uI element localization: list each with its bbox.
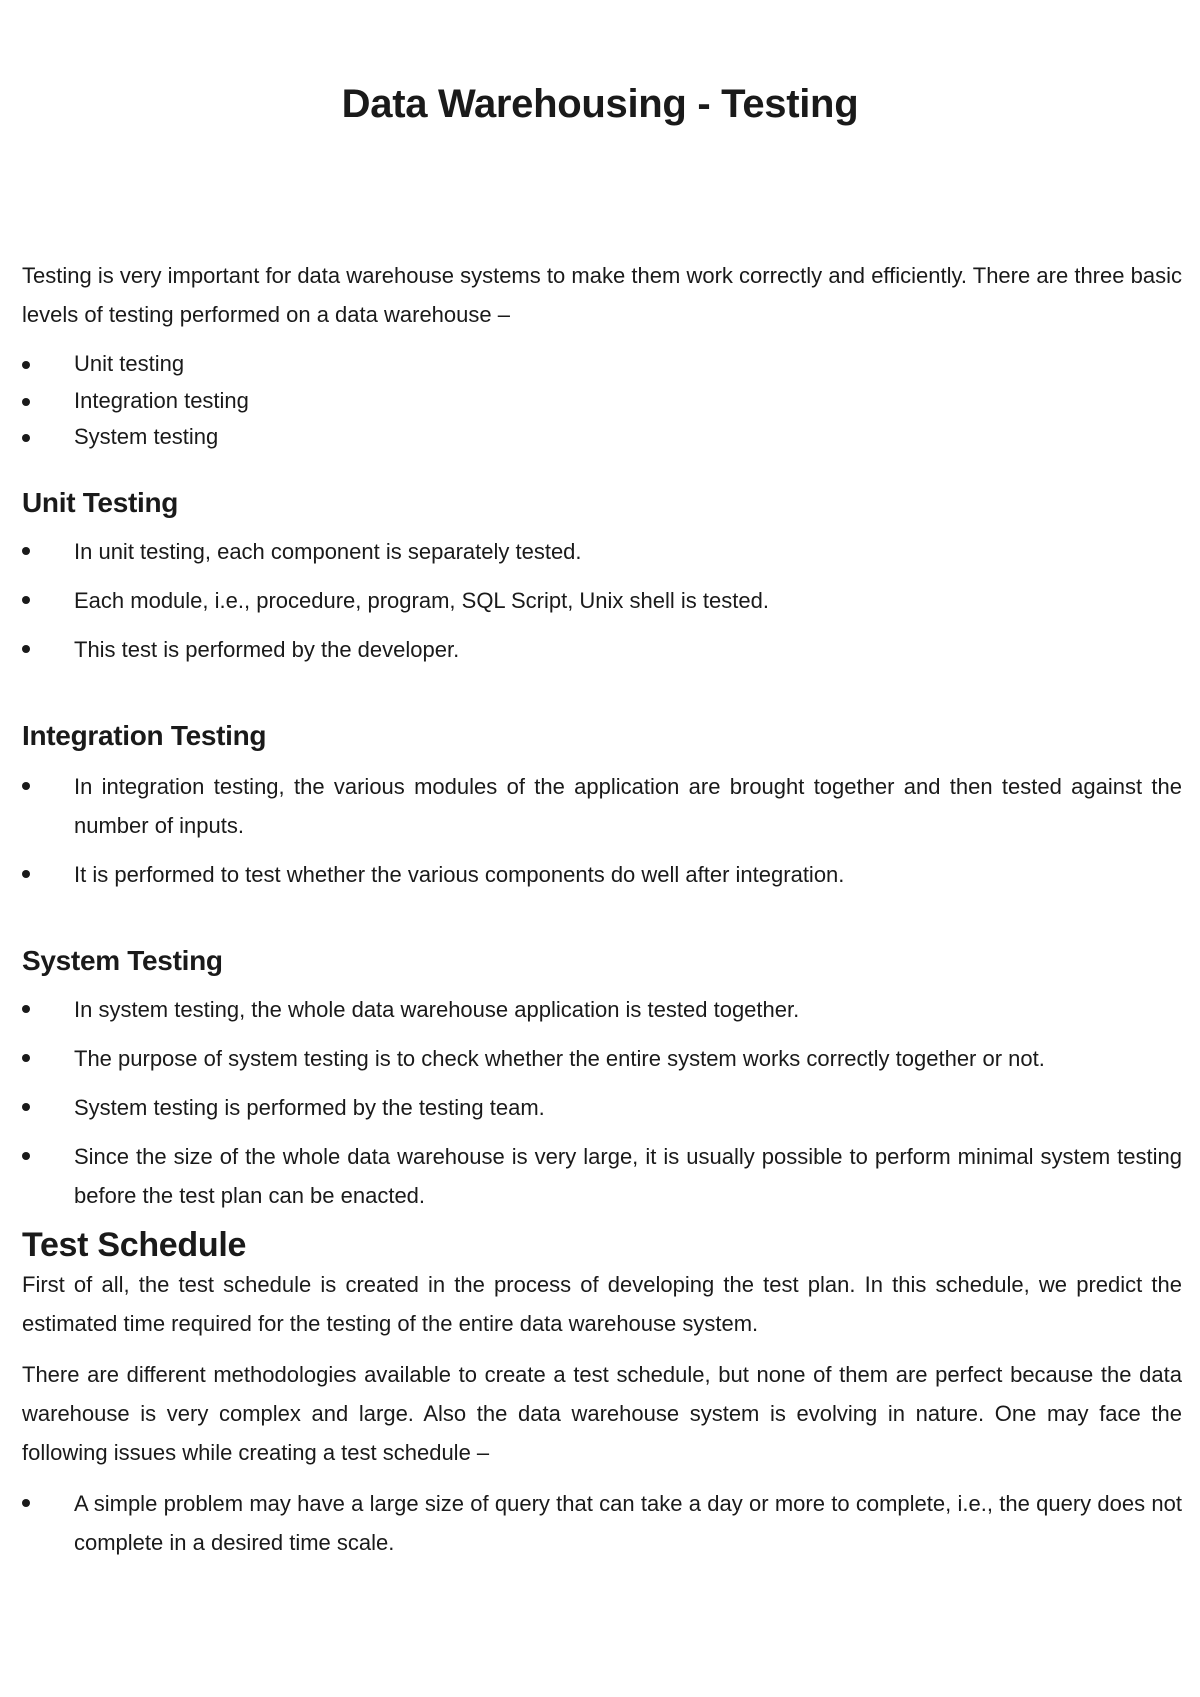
list-item: In unit testing, each component is separately tested. [22,532,1182,571]
list-item: Since the size of the whole data warehouse is very large, it is usually possible to perform minimal system testing before the test plan can be enacted. [22,1137,1182,1215]
bullet-icon [22,361,30,369]
list-item: This test is performed by the developer. [22,630,1182,669]
test-schedule-paragraph-1: First of all, the test schedule is created in the process of developing the test plan. In this schedule, we predict the estimated time required for the testing of the entire data warehouse system. [22,1271,1182,1336]
list-item: A simple problem may have a large size of query that can take a day or more to complete, i.e., the query does not complete in a desired time scale. [22,1484,1182,1562]
system-testing-list [22,990,1182,1215]
bullet-icon [22,645,30,653]
bullet-icon [22,1054,30,1062]
list-item: In system testing, the whole data warehouse application is tested together. [22,990,1182,1029]
integration-testing-heading: Integration Testing [22,719,267,751]
list-item: System testing is performed by the testing team. [22,1088,1182,1127]
test-schedule-heading: Test Schedule [22,1225,247,1264]
bullet-icon [22,398,30,406]
bullet-icon [22,1499,30,1507]
bullet-icon [22,1152,30,1160]
system-testing-heading: System Testing [22,944,223,976]
list-item: Integration testing [22,383,1182,420]
bullet-icon [22,596,30,604]
list-item: System testing [22,419,1182,456]
bullet-icon [22,870,30,878]
bullet-icon [22,434,30,442]
integration-testing-list [22,767,1182,894]
test-schedule-issues-list [22,1484,1182,1562]
unit-testing-heading: Unit Testing [22,486,179,518]
list-item: Unit testing [22,346,1182,383]
intro-paragraph: Testing is very important for data warehouse systems to make them work correctly and efficiently. There are three basic levels of testing performed on a data warehouse – [22,263,1182,327]
list-item: It is performed to test whether the various components do well after integration. [22,855,1182,894]
bullet-icon [22,1103,30,1111]
list-item: In integration testing, the various modules of the application are brought together and then tested against the number of inputs. [22,767,1182,845]
bullet-icon [22,1005,30,1013]
page-title: Data Warehousing - Testing [341,82,859,126]
list-item: The purpose of system testing is to check whether the entire system works correctly together or not. [22,1039,1182,1078]
document-body [22,256,1182,1572]
unit-testing-list [22,532,1182,669]
testing-levels-list [22,346,1182,456]
test-schedule-paragraph-2: There are different methodologies available to create a test schedule, but none of them are perfect because the data warehouse is very complex and large. Also the data warehouse system is evolving in nature. One may face the following issues while creating a test schedule – [22,1361,1182,1465]
bullet-icon [22,782,30,790]
list-item: Each module, i.e., procedure, program, SQL Script, Unix shell is tested. [22,581,1182,620]
bullet-icon [22,547,30,555]
